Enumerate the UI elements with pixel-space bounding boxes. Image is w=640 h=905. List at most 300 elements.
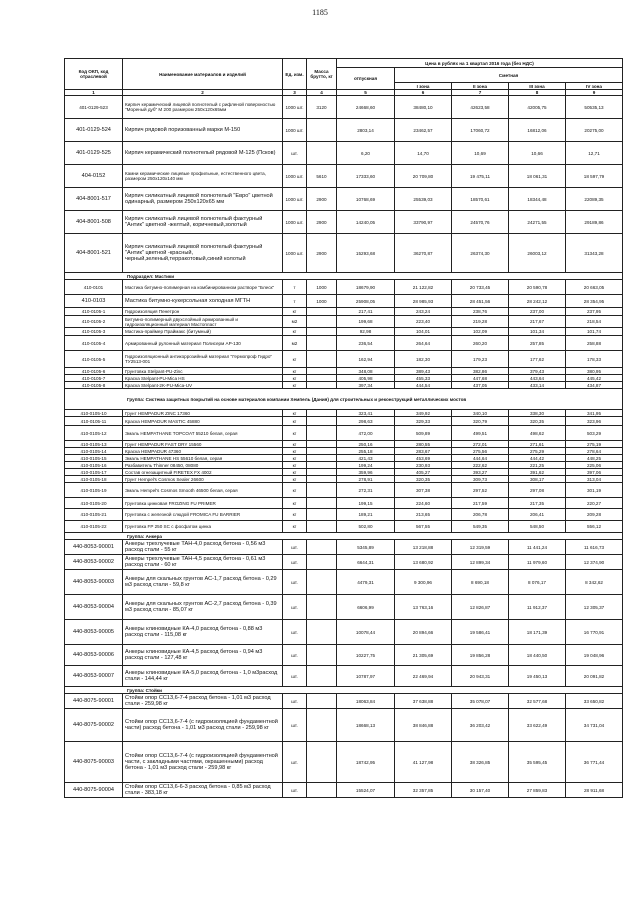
zone4-price-cell: 12 374,90 (566, 555, 623, 570)
zone4-price-cell: 18 597,79 (566, 165, 623, 188)
header-zone-3: III зона (509, 83, 566, 90)
code-cell: 410-0105-13 (65, 441, 123, 448)
zone1-price-cell: 264,64 (395, 336, 452, 351)
table-row (65, 521, 623, 533)
zone2-price-cell: 437,05 (452, 382, 509, 389)
zone3-price-cell: 338,30 (509, 410, 566, 417)
unit-cell: кг (283, 448, 307, 455)
table-row (65, 620, 623, 645)
code-cell: 401-0129-525 (65, 142, 123, 165)
zone2-price-cell: 238,76 (452, 308, 509, 316)
zone4-price-cell: 19 048,96 (566, 645, 623, 666)
zone4-price-cell: 101,74 (566, 328, 623, 336)
zone2-price-cell: 20 943,31 (452, 666, 509, 687)
zone4-price-cell: 33 650,82 (566, 694, 623, 709)
table-row (65, 426, 623, 441)
column-index: 1 (65, 90, 123, 96)
zone1-price-cell: 104,01 (395, 328, 452, 336)
name-cell: Гидроизоляционный антикоррозийный материал "Гермопроф Гидро" ТУ2513-001 (123, 351, 283, 368)
name-cell: Эмаль HEMPATHANE TOPCOAT 55210 белая, серая (123, 426, 283, 441)
mass-cell (307, 308, 337, 316)
table-row (65, 469, 623, 476)
release-price-cell: 18679,90 (337, 280, 395, 295)
unit-cell: кг (283, 441, 307, 448)
table-row (65, 234, 623, 273)
name-cell: Гидроизоляция Пенетрон (123, 308, 283, 316)
zone2-price-cell: 28 451,56 (452, 295, 509, 308)
zone2-price-cell: 275,56 (452, 448, 509, 455)
code-cell: 410-0105-7 (65, 375, 123, 382)
zone2-price-cell: 42623,58 (452, 96, 509, 119)
code-cell: 410-0105-6 (65, 368, 123, 375)
zone4-price-cell: 397,06 (566, 469, 623, 476)
unit-cell: шт. (283, 540, 307, 555)
zone4-price-cell: 178,33 (566, 351, 623, 368)
code-cell: 410-0105-5 (65, 351, 123, 368)
table-row (65, 417, 623, 426)
unit-cell: кг (283, 375, 307, 382)
zone4-price-cell: 31343,28 (566, 234, 623, 273)
zone4-price-cell: 218,54 (566, 316, 623, 328)
header-estimate: Сметная (395, 68, 623, 83)
release-price-cell: 323,41 (337, 410, 395, 417)
header-zone-1: I зона (395, 83, 452, 90)
zone3-price-cell: 101,34 (509, 328, 566, 336)
zone4-price-cell: 22089,35 (566, 188, 623, 211)
zone2-price-cell: 549,35 (452, 521, 509, 533)
zone3-price-cell: 391,62 (509, 469, 566, 476)
zone1-price-cell: 13 680,92 (395, 555, 452, 570)
zone2-price-cell: 12 826,87 (452, 595, 509, 620)
code-cell: 410-0105-4 (65, 336, 123, 351)
unit-cell: 1000 шт. (283, 96, 307, 119)
release-price-cell: 298,63 (337, 417, 395, 426)
unit-cell: шт. (283, 645, 307, 666)
name-cell: Анкеры трехлучевые ТАН-4,0 расход бетона - 0,56 м3 расход стали - 55 кг (123, 540, 283, 555)
name-cell: Анкеры клиновидные КА-4,0 расход бетона - 0,88 м3 расход стали - 115,08 кг (123, 620, 283, 645)
column-index: 2 (123, 90, 283, 96)
mass-cell (307, 368, 337, 375)
mass-cell (307, 498, 337, 509)
table-row (65, 295, 623, 308)
code-cell: 440-8053-90003 (65, 570, 123, 595)
name-cell: Стойки опор СС13,6-6-3 расход бетона - 0,85 м3 расход стали - 383,18 кг (123, 783, 283, 798)
section-title: Группа: Стойки (65, 687, 623, 694)
release-price-cell: 272,31 (337, 483, 395, 498)
release-price-cell: 421,43 (337, 455, 395, 462)
section-header-row (65, 687, 623, 694)
zone4-price-cell: 36 771,44 (566, 742, 623, 783)
unit-cell: кг (283, 308, 307, 316)
table-row (65, 742, 623, 783)
zone1-price-cell: 389,43 (395, 368, 452, 375)
zone3-price-cell: 42005,75 (509, 96, 566, 119)
zone1-price-cell: 455,33 (395, 375, 452, 382)
unit-cell: т (283, 295, 307, 308)
code-cell: 410-0101 (65, 280, 123, 295)
zone1-price-cell: 25539,03 (395, 188, 452, 211)
zone2-price-cell: 8 690,18 (452, 570, 509, 595)
header-mass: Масса брутто, кг (307, 59, 337, 90)
name-cell: Стойки опор СС13,6-7-4 расход бетона - 1,01 м3 расход стали - 259,98 кг (123, 694, 283, 709)
table-row (65, 476, 623, 483)
zone4-price-cell: 12 305,37 (566, 595, 623, 620)
zone3-price-cell: 275,29 (509, 448, 566, 455)
zone2-price-cell: 309,73 (452, 476, 509, 483)
unit-cell: 1000 шт. (283, 211, 307, 234)
unit-cell: шт. (283, 595, 307, 620)
zone2-price-cell: 30 157,40 (452, 783, 509, 798)
zone1-price-cell: 243,24 (395, 308, 452, 316)
name-cell: Эмаль HEMPATHANE HS 55610 белая, серая (123, 455, 283, 462)
release-price-cell: 405,98 (337, 375, 395, 382)
zone1-price-cell: 37 638,88 (395, 694, 452, 709)
section-header-row (65, 533, 623, 540)
name-cell: Мастика битумно-кукерсольная холодная МГТН (123, 295, 283, 308)
header-release: отпускная (337, 68, 395, 90)
zone1-price-cell: 405,27 (395, 469, 452, 476)
mass-cell (307, 426, 337, 441)
zone1-price-cell: 13 763,16 (395, 595, 452, 620)
mass-cell (307, 570, 337, 595)
zone2-price-cell: 217,59 (452, 498, 509, 509)
code-cell: 410-0105-21 (65, 509, 123, 521)
zone2-price-cell: 206,78 (452, 509, 509, 521)
mass-cell (307, 476, 337, 483)
release-price-cell: 17333,60 (337, 165, 395, 188)
name-cell: Грунтовка цинковая FROZING FU PRIMER (123, 498, 283, 509)
release-price-cell: 397,34 (337, 382, 395, 389)
name-cell: Мастика битумно-полимерная на комбинированном растворе "Блеск" (123, 280, 283, 295)
unit-cell: т (283, 280, 307, 295)
release-price-cell: 502,80 (337, 521, 395, 533)
release-price-cell: 359,96 (337, 469, 395, 476)
zone4-price-cell: 34 731,04 (566, 709, 623, 742)
zone2-price-cell: 447,68 (452, 375, 509, 382)
zone1-price-cell: 36270,87 (395, 234, 452, 273)
table-row (65, 441, 623, 448)
zone3-price-cell: 320,35 (509, 417, 566, 426)
zone1-price-cell: 32 357,85 (395, 783, 452, 798)
release-price-cell: 92,98 (337, 328, 395, 336)
unit-cell: шт. (283, 555, 307, 570)
zone3-price-cell: 433,14 (509, 382, 566, 389)
mass-cell (307, 555, 337, 570)
column-index: 7 (452, 90, 509, 96)
zone2-price-cell: 179,23 (452, 351, 509, 368)
zone3-price-cell: 297,08 (509, 483, 566, 498)
release-price-cell: 18668,13 (337, 709, 395, 742)
zone2-price-cell: 297,52 (452, 483, 509, 498)
release-price-cell: 278,91 (337, 476, 395, 483)
name-cell: Состав огнезащитный FIRETEX FX 4002 (123, 469, 283, 476)
zone3-price-cell: 26003,12 (509, 234, 566, 273)
release-price-cell: 255,18 (337, 448, 395, 455)
code-cell: 440-8075-90002 (65, 709, 123, 742)
table-row (65, 96, 623, 119)
zone1-price-cell: 23462,57 (395, 119, 452, 142)
name-cell: Грунт HEMPADUR FAST DRY 15560 (123, 441, 283, 448)
name-cell: Кирпич силикатный лицевой полнотелый "Евро" цветной одинарный, размером 250х120х65 мм (123, 188, 283, 211)
zone3-price-cell: 498,62 (509, 426, 566, 441)
section-title: Группа: Система защитных покрытий на основе материалов компании Хемпель (Дания) для строительных и реконструкций металлических мостов (65, 389, 623, 410)
zone2-price-cell: 219,28 (452, 316, 509, 328)
code-cell: 410-0105-1 (65, 308, 123, 316)
zone3-price-cell: 308,17 (509, 476, 566, 483)
mass-cell (307, 375, 337, 382)
zone1-price-cell: 307,38 (395, 483, 452, 498)
zone4-price-cell: 434,87 (566, 382, 623, 389)
mass-cell (307, 382, 337, 389)
unit-cell: кг (283, 509, 307, 521)
code-cell: 440-8053-90004 (65, 595, 123, 620)
unit-cell: кг (283, 382, 307, 389)
name-cell: Камни керамические лицевые профильные, естественного цвета, размером 250х120х140 мм (123, 165, 283, 188)
release-price-cell: 217,41 (337, 308, 395, 316)
table-row (65, 709, 623, 742)
table-row (65, 555, 623, 570)
zone4-price-cell: 556,12 (566, 521, 623, 533)
column-index: 8 (509, 90, 566, 96)
zone2-price-cell: 382,86 (452, 368, 509, 375)
zone4-price-cell: 28 911,68 (566, 783, 623, 798)
zone3-price-cell: 20 590,78 (509, 280, 566, 295)
zone1-price-cell: 223,40 (395, 316, 452, 328)
unit-cell: 1000 шт. (283, 165, 307, 188)
name-cell: Разбавитель Thinner 08450, 08080 (123, 462, 283, 469)
zone2-price-cell: 393,27 (452, 469, 509, 476)
code-cell: 410-0105-19 (65, 483, 123, 498)
table-row (65, 509, 623, 521)
mass-cell: 2900 (307, 211, 337, 234)
zone1-price-cell: 38 846,88 (395, 709, 452, 742)
unit-cell: шт. (283, 620, 307, 645)
zone4-price-cell: 8 342,62 (566, 570, 623, 595)
mass-cell (307, 645, 337, 666)
zone1-price-cell: 283,67 (395, 448, 452, 455)
code-cell: 410-0105-15 (65, 455, 123, 462)
code-cell: 410-0105-17 (65, 469, 123, 476)
zone3-price-cell: 548,50 (509, 521, 566, 533)
release-price-cell: 10768,69 (337, 188, 395, 211)
release-price-cell: 6644,31 (337, 555, 395, 570)
name-cell: Грунтовка Stelpant-PU-Zinc (123, 368, 283, 375)
mass-cell (307, 666, 337, 687)
zone1-price-cell: 224,60 (395, 498, 452, 509)
header-code: Код ОКП, код отраслевой (65, 59, 123, 90)
zone3-price-cell: 11 912,37 (509, 595, 566, 620)
code-cell: 410-0105-18 (65, 476, 123, 483)
zone3-price-cell: 444,42 (509, 455, 566, 462)
table-row (65, 165, 623, 188)
zone2-price-cell: 35 078,07 (452, 694, 509, 709)
unit-cell: шт. (283, 666, 307, 687)
zone1-price-cell: 20 894,66 (395, 620, 452, 645)
code-cell: 404-8001-508 (65, 211, 123, 234)
unit-cell: шт. (283, 694, 307, 709)
unit-cell: кг (283, 469, 307, 476)
section-header-row (65, 273, 623, 280)
zone1-price-cell: 20 709,80 (395, 165, 452, 188)
zone3-price-cell: 271,61 (509, 441, 566, 448)
zone3-price-cell: 206,41 (509, 509, 566, 521)
release-price-cell: 348,08 (337, 368, 395, 375)
zone4-price-cell: 28 354,95 (566, 295, 623, 308)
zone4-price-cell: 12,71 (566, 142, 623, 165)
zone3-price-cell: 18 440,50 (509, 645, 566, 666)
column-index: 4 (307, 90, 337, 96)
zone4-price-cell: 29189,86 (566, 211, 623, 234)
name-cell: Анкеры для скальных грунтов АС-1,7 расход бетона - 0,29 м3 расход стали - 59,8 кг (123, 570, 283, 595)
name-cell: Эмаль Hempel's Cosmos Smooth 46500 белая, серая (123, 483, 283, 498)
release-price-cell: 10227,75 (337, 645, 395, 666)
zone4-price-cell: 225,06 (566, 462, 623, 469)
name-cell: Мастика-праймер Праймакс (битумный) (123, 328, 283, 336)
table-row (65, 595, 623, 620)
zone2-price-cell: 102,09 (452, 328, 509, 336)
zone3-price-cell: 18 171,39 (509, 620, 566, 645)
zone3-price-cell: 18 061,31 (509, 165, 566, 188)
name-cell: Анкеры для скальных грунтов АС-2,7 расход бетона - 0,39 м3 расход стали - 85,07 кг (123, 595, 283, 620)
code-cell: 440-8075-90004 (65, 783, 123, 798)
release-price-cell: 472,00 (337, 426, 395, 441)
mass-cell (307, 410, 337, 417)
release-price-cell: 199,24 (337, 462, 395, 469)
mass-cell (307, 783, 337, 798)
mass-cell (307, 441, 337, 448)
zone1-price-cell: 33790,97 (395, 211, 452, 234)
name-cell: Кирпич силикатный лицевой полнотелый фактурный "Антик" цветной -желтый, коричневый,золотый (123, 211, 283, 234)
zone4-price-cell: 323,96 (566, 417, 623, 426)
code-cell: 410-0105-3 (65, 328, 123, 336)
code-cell: 440-8053-90005 (65, 620, 123, 645)
release-price-cell: 250,16 (337, 441, 395, 448)
mass-cell (307, 742, 337, 783)
zone3-price-cell: 217,67 (509, 316, 566, 328)
mass-cell (307, 328, 337, 336)
zone2-price-cell: 20 733,45 (452, 280, 509, 295)
zone2-price-cell: 18570,61 (452, 188, 509, 211)
code-cell: 410-0105-10 (65, 410, 123, 417)
zone4-price-cell: 209,28 (566, 509, 623, 521)
code-cell: 401-0129-523 (65, 96, 123, 119)
table-row (65, 645, 623, 666)
code-cell: 440-8075-90001 (65, 694, 123, 709)
release-price-cell: 14240,05 (337, 211, 395, 234)
mass-cell (307, 455, 337, 462)
mass-cell (307, 521, 337, 533)
zone4-price-cell: 20 663,05 (566, 280, 623, 295)
zone2-price-cell: 36 203,42 (452, 709, 509, 742)
price-table (64, 58, 623, 798)
mass-cell (307, 709, 337, 742)
zone3-price-cell: 8 076,17 (509, 570, 566, 595)
table-row (65, 375, 623, 382)
name-cell: Кирпич керамический лицевой полнотелый с рифленой поверхностью "Мореный дуб" М 200 размером 250х120х65мм (123, 96, 283, 119)
zone2-price-cell: 19 856,28 (452, 645, 509, 666)
zone2-price-cell: 19 475,11 (452, 165, 509, 188)
zone2-price-cell: 444,64 (452, 455, 509, 462)
zone4-price-cell: 341,95 (566, 410, 623, 417)
table-row (65, 119, 623, 142)
zone3-price-cell: 11 441,24 (509, 540, 566, 555)
unit-cell: кг (283, 521, 307, 533)
zone2-price-cell: 10,69 (452, 142, 509, 165)
unit-cell: м2 (283, 316, 307, 328)
zone1-price-cell: 22 469,94 (395, 666, 452, 687)
name-cell: Анкеры трехлучевые ТАН-4,5 расход бетона - 0,61 м3 расход стали - 60 кг (123, 555, 283, 570)
zone3-price-cell: 24271,55 (509, 211, 566, 234)
zone4-price-cell: 20275,00 (566, 119, 623, 142)
zone2-price-cell: 38 326,85 (452, 742, 509, 783)
unit-cell: кг (283, 351, 307, 368)
zone1-price-cell: 41 127,98 (395, 742, 452, 783)
name-cell: Анкеры клиновидные КА-5,0 расход бетона - 1,0 м3расход стали - 144,44 кг (123, 666, 283, 687)
zone1-price-cell: 13 218,88 (395, 540, 452, 555)
code-cell: 440-8053-90007 (65, 666, 123, 687)
name-cell: Стойки опор СС13,6-7-4 (с гидроизоляцией фундаментной части) расход бетона - 1,01 м3 расход стали - 259,98 кг (123, 709, 283, 742)
code-cell: 410-0105-14 (65, 448, 123, 455)
mass-cell (307, 448, 337, 455)
unit-cell: шт. (283, 742, 307, 783)
mass-cell (307, 119, 337, 142)
zone1-price-cell: 28 985,93 (395, 295, 452, 308)
unit-cell: кг (283, 462, 307, 469)
mass-cell (307, 351, 337, 368)
section-title: Подраздел: Мастики (65, 273, 623, 280)
name-cell: Грунт Hempel's Cosmos Sealer 26600 (123, 476, 283, 483)
mass-cell (307, 509, 337, 521)
table-row (65, 328, 623, 336)
zone1-price-cell: 509,89 (395, 426, 452, 441)
unit-cell: кг (283, 455, 307, 462)
mass-cell: 1000 (307, 280, 337, 295)
code-cell: 410-0105-20 (65, 498, 123, 509)
unit-cell: кг (283, 328, 307, 336)
zone3-price-cell: 28 242,12 (509, 295, 566, 308)
unit-cell: 1000 шт. (283, 119, 307, 142)
zone2-price-cell: 26374,30 (452, 234, 509, 273)
zone3-price-cell: 221,25 (509, 462, 566, 469)
name-cell: Краска HEMPADUR 47360 (123, 448, 283, 455)
zone2-price-cell: 19 586,41 (452, 620, 509, 645)
unit-cell: шт. (283, 142, 307, 165)
mass-cell: 2900 (307, 234, 337, 273)
zone1-price-cell: 182,30 (395, 351, 452, 368)
header-zone-4: IV зона (566, 83, 623, 90)
zone1-price-cell: 349,92 (395, 410, 452, 417)
zone1-price-cell: 9 300,96 (395, 570, 452, 595)
zone1-price-cell: 230,93 (395, 462, 452, 469)
mass-cell: 3120 (307, 96, 337, 119)
zone1-price-cell: 213,65 (395, 509, 452, 521)
code-cell: 440-8075-90003 (65, 742, 123, 783)
code-cell: 440-8053-90002 (65, 555, 123, 570)
zone1-price-cell: 14,70 (395, 142, 452, 165)
release-price-cell: 236,54 (337, 336, 395, 351)
zone3-price-cell: 257,85 (509, 336, 566, 351)
table-row (65, 498, 623, 509)
name-cell: Грунтовка с железной слюдой FROMICA FU BARRIER (123, 509, 283, 521)
zone2-price-cell: 24570,76 (452, 211, 509, 234)
zone4-price-cell: 448,25 (566, 455, 623, 462)
release-price-cell: 6606,99 (337, 595, 395, 620)
release-price-cell: 6,20 (337, 142, 395, 165)
code-cell: 410-0105-8 (65, 382, 123, 389)
name-cell: Анкеры клиновидные КА-4,5 расход бетона - 0,94 м3 расход стали - 127,48 кг (123, 645, 283, 666)
zone4-price-cell: 16 770,91 (566, 620, 623, 645)
unit-cell: кг (283, 483, 307, 498)
